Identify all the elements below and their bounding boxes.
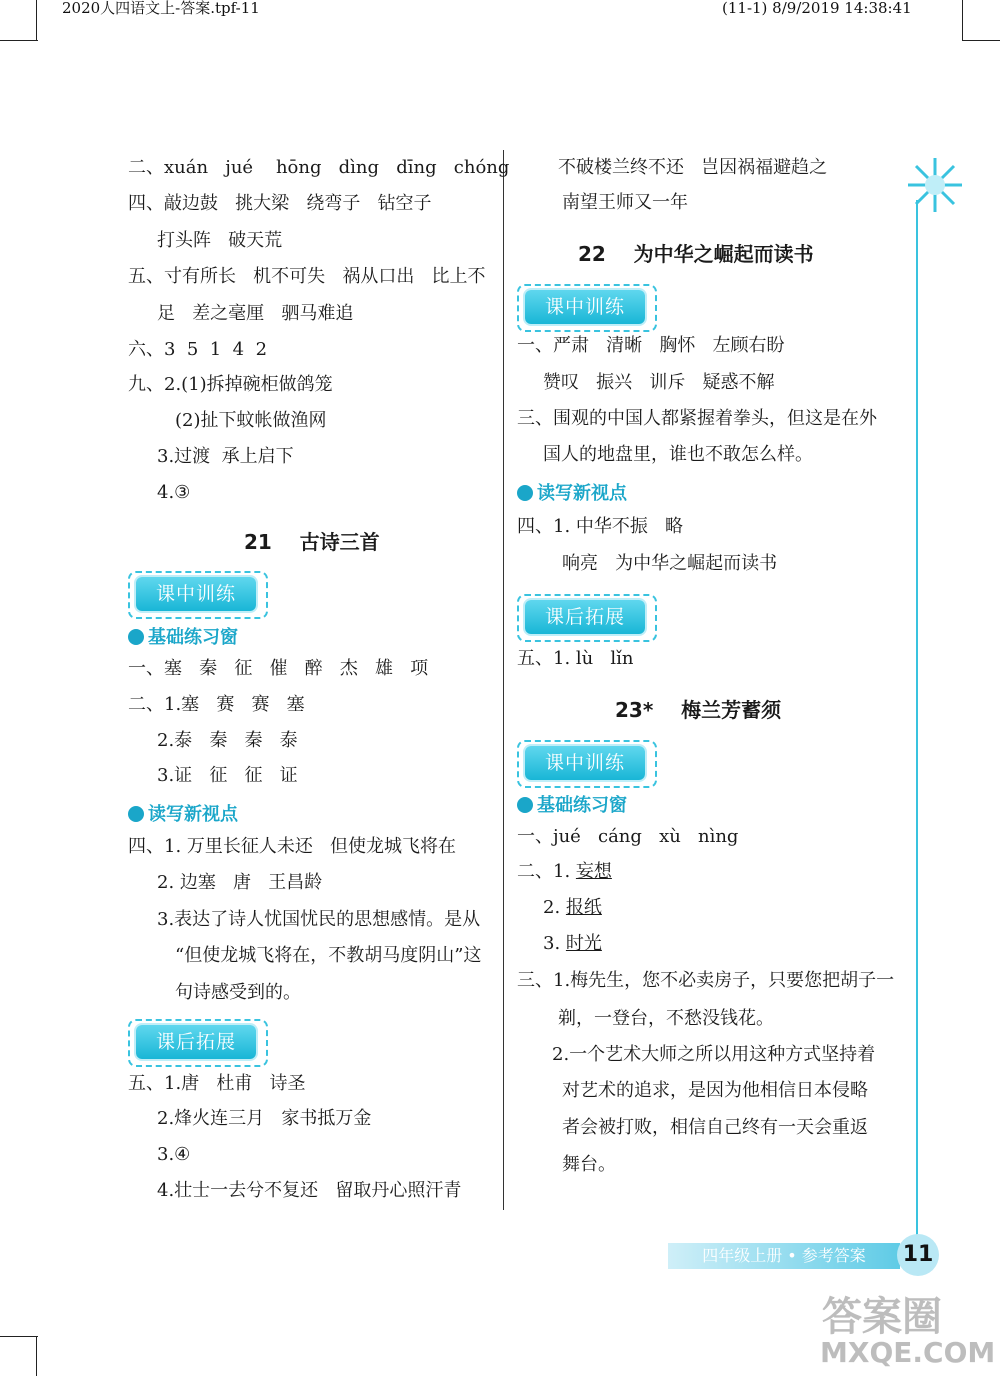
answer-line: (2)扯下蚊帐做渔网 (175, 410, 327, 431)
answer-line (517, 860, 612, 884)
answer-line: 者会被打败，相信自己终有一天会重返 (562, 1117, 868, 1138)
answer-line: 四、1. 万里长征人未还 但使龙城飞将在 (128, 836, 457, 857)
answer-line: 国人的地盘里，谁也不敢怎么样。 (543, 444, 813, 465)
answer-line: 六、3 5 1 4 2 (128, 339, 268, 360)
answer-line: “但使龙城飞将在，不教胡马度阴山”这 (175, 945, 482, 966)
lesson-title: 22 为中华之崛起而读书 (578, 242, 814, 266)
answer-line: 3.表达了诗人忧国忧民的思想感情。是从 (157, 909, 481, 930)
subsection-title (517, 791, 627, 817)
answer-line: 二、1.塞 赛 赛 塞 (128, 694, 305, 715)
answer-line: 二、xuán jué hōng dìng dīng chóng (128, 157, 510, 178)
section-badge: 课中训练 (136, 577, 256, 611)
subsection-title (517, 479, 627, 505)
section-badge: 课中训练 (525, 290, 645, 324)
underlined-answer: 时光 (565, 933, 602, 954)
answer-line: 三、1.梅先生，您不必卖房子，只要您把胡子一 (517, 970, 895, 991)
answer-line: 四、敲边鼓 挑大梁 绕弯子 钻空子 (128, 193, 432, 214)
watermark-logo: 答案圈 (822, 1294, 942, 1340)
crop-mark (36, 0, 37, 40)
answer-line: 五、寸有所长 机不可失 祸从口出 比上不 (128, 266, 486, 287)
answer-line: 九、2.(1)拆掉碗柜做鸽笼 (128, 374, 333, 395)
answer-line: 2.一个艺术大师之所以用这种方式坚持着 (552, 1044, 876, 1065)
decorative-vertical-line (916, 200, 918, 1235)
answer-line: 五、1. lù lǐn (517, 648, 634, 669)
subsection-title (128, 800, 238, 826)
answer-line: 3.证 征 征 证 (157, 765, 298, 786)
answer-line: 打头阵 破天荒 (157, 230, 283, 251)
answer-line: 一、塞 秦 征 催 醉 杰 雄 项 (128, 658, 429, 679)
answer-line: 四、1. 中华不振 略 (517, 516, 684, 537)
answer-line: 一、严肃 清晰 胸怀 左顾右盼 (517, 335, 785, 356)
answer-line: 4.③ (157, 482, 191, 503)
answer-label: 二、1. (517, 861, 576, 882)
answer-line: 剃，一登台，不愁没钱花。 (558, 1008, 774, 1029)
answer-line: 对艺术的追求，是因为他相信日本侵略 (562, 1080, 868, 1101)
subsection-title (128, 623, 238, 649)
answer-line: 不破楼兰终不还 岂因祸福避趋之 (558, 157, 828, 178)
crop-mark (0, 1336, 38, 1337)
underlined-answer: 报纸 (565, 897, 602, 918)
answer-line: 南望王师又一年 (562, 192, 688, 213)
section-badge: 课后拓展 (136, 1025, 256, 1059)
answer-line: 4.壮士一去兮不复还 留取丹心照汗青 (157, 1180, 462, 1201)
answer-line: 赞叹 振兴 训斥 疑惑不解 (543, 372, 775, 393)
answer-line: 2.泰 秦 秦 泰 (157, 730, 298, 751)
answer-line: 2. 边塞 唐 王昌龄 (157, 872, 323, 893)
file-header-left: 2020人四语文上-答案.tpf-11 (62, 0, 260, 17)
answer-line (543, 896, 602, 920)
section-badge: 课中训练 (525, 746, 645, 780)
column-divider (503, 150, 504, 1210)
page-number: 11 (897, 1234, 939, 1276)
answer-line: 足 差之毫厘 驷马难追 (157, 303, 354, 324)
flower-icon (517, 485, 533, 501)
answer-label: 2. (543, 897, 566, 918)
snowflake-icon (900, 150, 970, 220)
answer-line: 3.④ (157, 1144, 191, 1165)
subsection-label: 基础练习窗 (537, 795, 627, 816)
answer-line: 2.烽火连三月 家书抵万金 (157, 1108, 372, 1129)
answer-label: 3. (543, 933, 566, 954)
flower-icon (128, 629, 144, 645)
crop-mark (962, 0, 963, 40)
crop-mark (36, 1336, 37, 1376)
answer-line: 响亮 为中华之崛起而读书 (562, 553, 778, 574)
answer-line: 句诗感受到的。 (175, 982, 301, 1003)
footer-label: 四年级上册 • 参考答案 (668, 1243, 900, 1269)
flower-icon (128, 806, 144, 822)
answer-line (543, 932, 602, 956)
crop-mark (0, 40, 38, 41)
lesson-title: 21 古诗三首 (244, 530, 380, 554)
subsection-label: 基础练习窗 (148, 627, 238, 648)
answer-line: 一、jué cáng xù nìng (517, 826, 739, 847)
flower-icon (517, 797, 533, 813)
subsection-label: 读写新视点 (537, 483, 627, 504)
watermark-url: MXQE.COM (820, 1336, 996, 1369)
underlined-answer: 妄想 (575, 861, 612, 882)
answer-line: 三、围观的中国人都紧握着拳头，但这是在外 (517, 408, 877, 429)
lesson-title: 23* 梅兰芳蓄须 (615, 698, 782, 722)
answer-line: 五、1.唐 杜甫 诗圣 (128, 1073, 306, 1094)
subsection-label: 读写新视点 (148, 804, 238, 825)
crop-mark (962, 40, 1000, 41)
section-badge: 课后拓展 (525, 600, 645, 634)
answer-line: 3.过渡 承上启下 (157, 446, 294, 467)
answer-line: 舞台。 (562, 1154, 616, 1175)
file-header-right: (11-1) 8/9/2019 14:38:41 (722, 0, 912, 17)
